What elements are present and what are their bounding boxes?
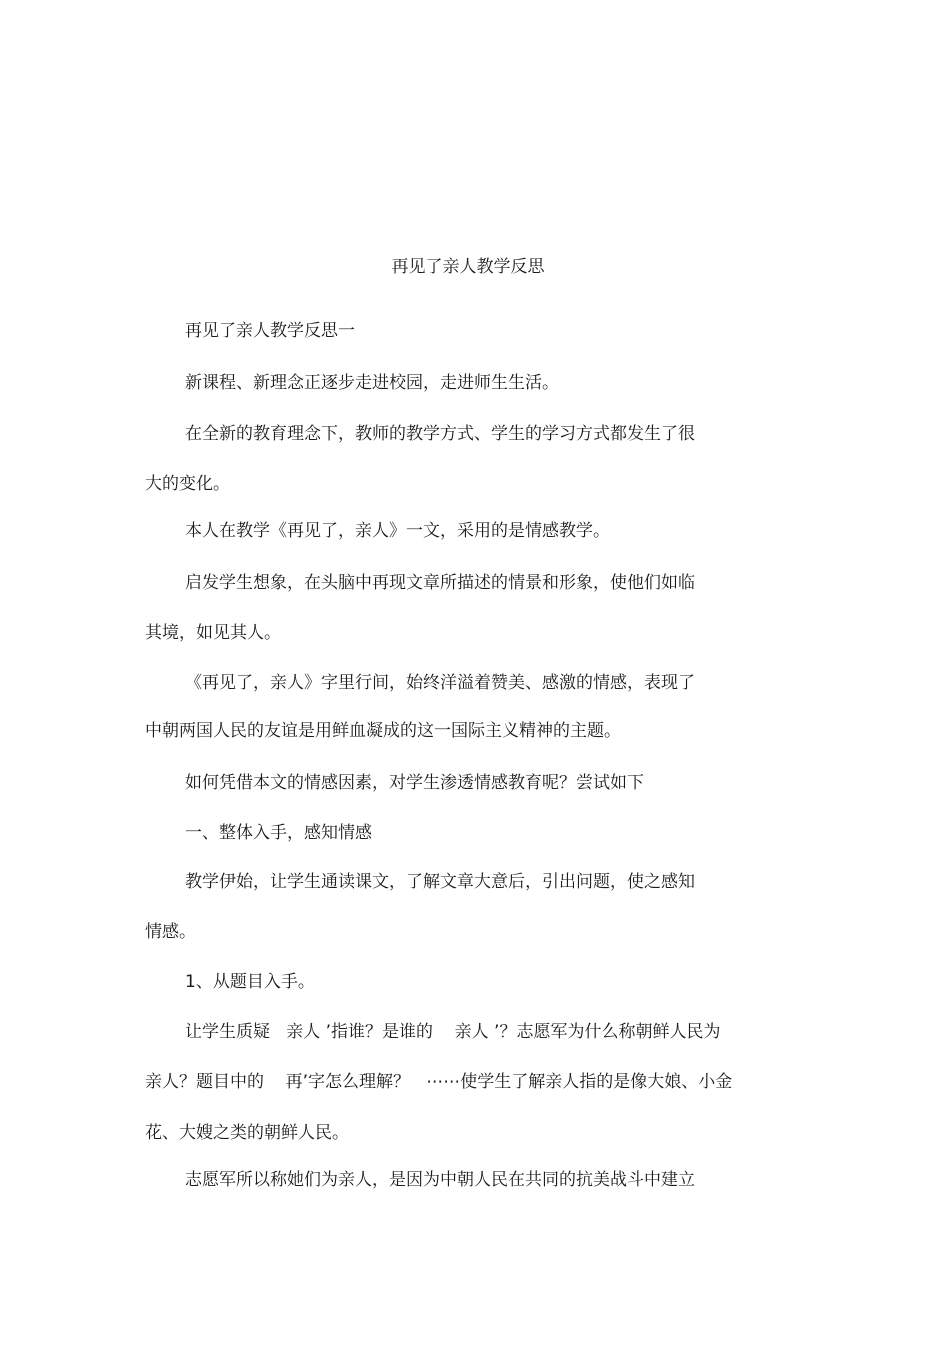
subheading: 1、从题目入手。 [185, 972, 315, 992]
section-heading: 再见了亲人教学反思一 [185, 321, 355, 341]
paragraph-line: 教学伊始，让学生通读课文，了解文章大意后，引出问题，使之感知 [185, 872, 695, 892]
paragraph-line: 花、大嫂之类的朝鲜人民。 [145, 1123, 349, 1143]
paragraph-line: 亲人？题目中的 再’字怎么理解？ ⋯⋯使学生了解亲人指的是像大娘、小金 [145, 1072, 733, 1092]
paragraph-line: 启发学生想象，在头脑中再现文章所描述的情景和形象，使他们如临 [185, 573, 695, 593]
paragraph-line: 在全新的教育理念下，教师的教学方式、学生的学习方式都发生了很 [185, 424, 695, 444]
paragraph-line: 其境，如见其人。 [145, 623, 281, 643]
paragraph-line: 志愿军所以称她们为亲人，是因为中朝人民在共同的抗美战斗中建立 [185, 1170, 695, 1190]
paragraph-line: 情感。 [145, 922, 196, 942]
paragraph-line: 如何凭借本文的情感因素，对学生渗透情感教育呢？尝试如下 [185, 773, 644, 793]
paragraph-line: 大的变化。 [145, 474, 230, 494]
section-heading: 一、整体入手，感知情感 [185, 823, 372, 843]
paragraph-line: 本人在教学《再见了，亲人》一文，采用的是情感教学。 [185, 521, 610, 541]
paragraph-line: 中朝两国人民的友谊是用鲜血凝成的这一国际主义精神的主题。 [145, 721, 621, 741]
paragraph-line: 新课程、新理念正逐步走进校园，走进师生生活。 [185, 373, 559, 393]
paragraph-line: 《再见了，亲人》字里行间，始终洋溢着赞美、感激的情感，表现了 [185, 673, 695, 693]
paragraph-line: 让学生质疑 亲人 ’指谁？是谁的 亲人 ’？志愿军为什么称朝鲜人民为 [185, 1022, 721, 1042]
document-title: 再见了亲人教学反思 [391, 257, 545, 277]
